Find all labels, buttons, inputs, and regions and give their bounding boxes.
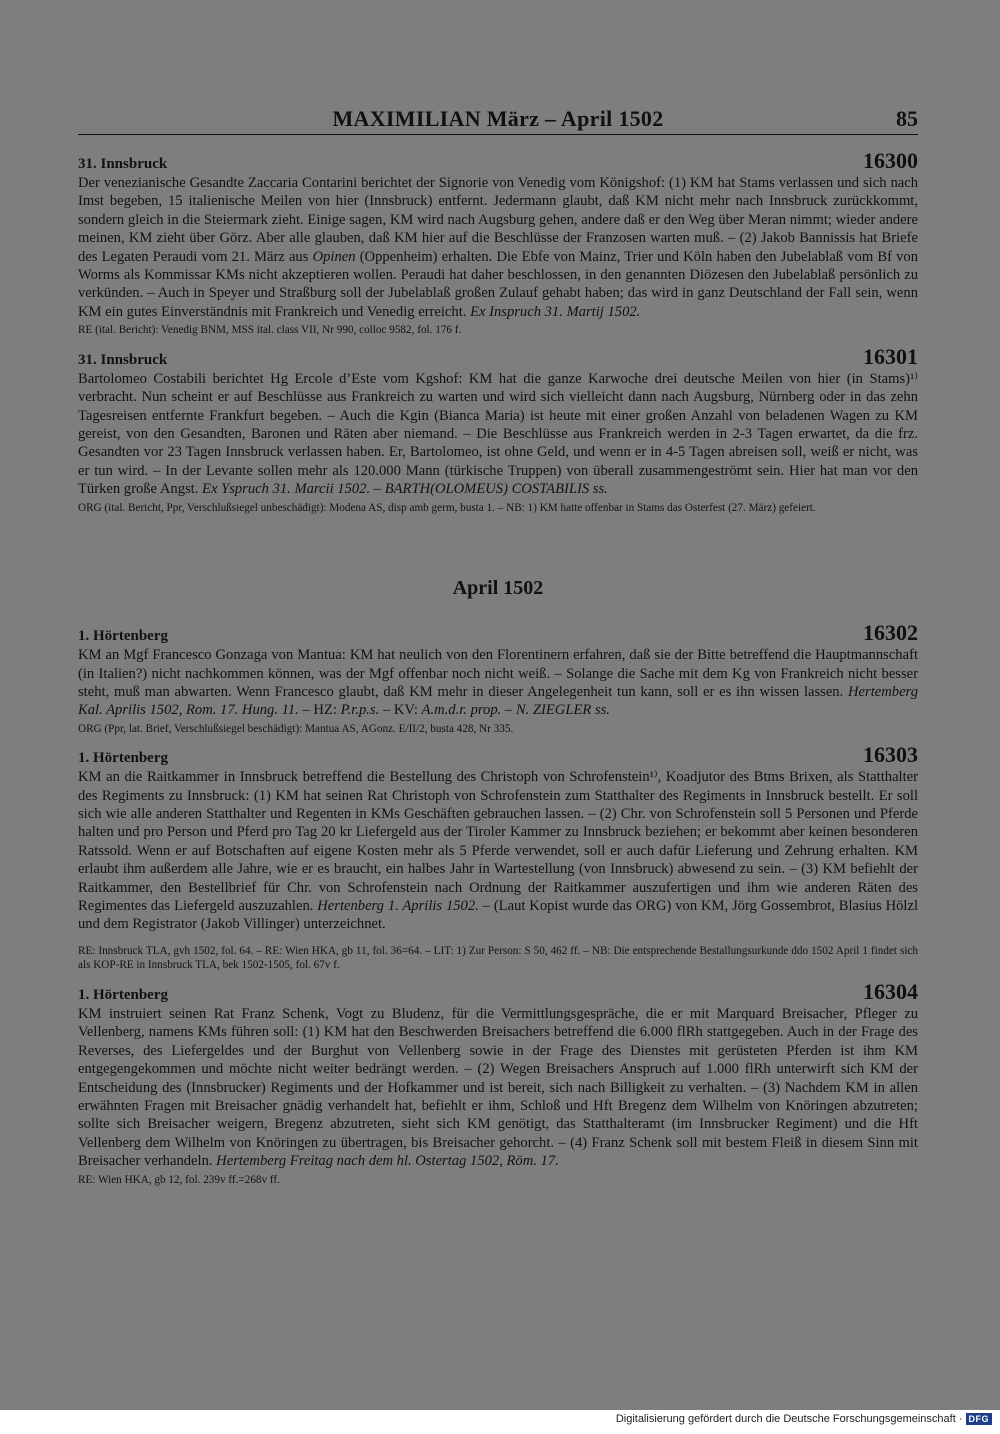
entry-text-part: KM an die Raitkammer in Innsbruck betreffend die Bestellung des Christoph von Schrofenstein¹⁾, Koadjutor des Btms Brixen, als Statthalter des Regiments zu Innsbruck: (1) KM hat seinen Rat Christoph von Schrofenstein zum Statthalter des Regiments in Innsbruck bestellt. Er soll sich wie alle anderen Statthalter und Regenten in KMs Geschäften gebrauchen lassen. – (2) Chr. von Schrofenstein soll 5 Personen und Pferde halten und pro Person und Pferd pro Tag 20 kr Liefergeld aus der Tiroler Kammer zu Innsbruck beziehen; er bekommt aber keinen besonderen Ratssold. Wenn er auf Botschaften auf eigene Kosten mehr als 5 Pferde verwendet, soll er auch dafür Lieferung und Zehrung erhalten. KM erlaubt ihm außerdem alle Jahre, wie er es braucht, ein halbes Jahr in Wartestellung (von Innsbruck) abwesend zu sein. – (3) KM befiehlt der Raitkammer, den Bestellbrief für Chr. von Schrofenstein nach Ordnung der Raitkammer auszufertigen und ihm wie anderen Räten des Regimentes das Liefergeld auszuzahlen. <box>78 769 918 915</box>
entry-text-part: Bartolomeo Costabili berichtet Hg Ercole d’Este vom Kgshof: KM hat die ganze Karwoche drei deutsche Meilen von hier (in Stams)¹⁾ verbracht. Nun scheint er auf Beschlüsse aus Frankreich zu warten und wird sich vielleicht dann nach Augsburg, Nürnberg oder in das zehn Tagesreisen entfernte Frankfurt begeben. – Auch die Kgin (Bianca Maria) ist heute mit einer großen Anzahl von beladenen Wagen zu KM gereist, von den Gesandten, Baronen und Räten aber niemand. – Die Beschlüsse aus Frankreich werden in 2-3 Tagen erwartet, da die frz. Gesandten vor 23 Tagen Innsbruck verlassen haben. Er, Bartolomeo, ist ohne Geld, und wenn er in 4-5 Tagen abreisen soll, weiß er nicht, was er tun wird. – In der Levante sollen mehr als 120.000 Mann (türkische Truppen) von überall zusammengeströmt sein. Hier hat man vor den Türken große Angst. <box>78 370 918 498</box>
entry-text-part: (Oppenheim) erhalten. Die Ebfe von Mainz, Trier und Köln haben den Jubelablaß vom Bf von Worms als Kommissar KMs nicht akzeptieren wollen. Peraudi hat daher beschlossen, in den genannten Diözesen den Jubelablaß persönlich zu verkünden. – Auch in Speyer und Straßburg soll der Jubelablaß großen Zulauf gehabt haben; das wird in ganz Deutschland der Fall sein, wenn KM ein gutes Einverständnis mit Frankreich und Venedig erreicht. <box>78 248 918 320</box>
entry-head <box>78 150 918 174</box>
entry-date-place: 1. Hörtenberg <box>78 628 168 645</box>
regest-entry <box>78 343 918 515</box>
entry-note: RE (ital. Bericht): Venedig BNM, MSS ital. class VII, Nr 990, colloc 9582, fol. 176 f. <box>78 324 462 337</box>
entry-note: ORG (Ppr, lat. Brief, Verschlußsiegel beschädigt): Mantua AS, AGonz. E/II/2, busta 428, Nr 335. <box>78 722 514 735</box>
entry-head <box>78 343 918 370</box>
entry-head <box>78 744 918 768</box>
entry-number: 16304 <box>863 978 918 1004</box>
entry-text-italic: P.r.p.s. <box>340 702 380 719</box>
regest-entry <box>78 150 918 338</box>
entry-head <box>78 978 918 1005</box>
entry-text-italic: Hertemberg Freitag nach dem hl. Ostertag 1502, Röm. 17. <box>216 1153 559 1170</box>
entry-date-place: 31. Innsbruck <box>78 156 168 172</box>
entry-text <box>78 768 918 934</box>
entry-date-place: 1. Hörtenberg <box>78 986 168 1003</box>
entry-text <box>78 174 918 321</box>
funding-footer <box>616 1413 992 1425</box>
footer-text: Digitalisierung gefördert durch die Deutsche Forschungsgemeinschaft · <box>615 1413 963 1425</box>
entry-text-italic: Opinen <box>312 248 356 265</box>
entry-text-italic: Ex Inspruch 31. Martij 1502. <box>470 303 641 320</box>
entry-text <box>78 646 918 720</box>
entry-text-part: KM instruiert seinen Rat Franz Schenk, Vogt zu Bludenz, für die Vermittlungsgespräche, die er mit Marquard Breisacher, Pfleger zu Vellenberg, namens KMs führen soll: (1) KM hat den Beschwerden Breisachers betreffend die 6.000 flRh stattgegeben. Auch in der Frage des Reverses, des Liefergeldes und der Burghut von Vellenberg sowie in der Frage des Dienstes mit gerüsteten Pferden ist ihm KM entgegengekommen und möchte nicht weiter bedrängt werden. – (2) Wegen Breisachers Anspruch auf 1.000 flRh unterwirft sich KM der Entscheidung des (Innsbrucker) Regiments und der Hofkammer und ist bereit, sich nach Billigkeit zu verhalten. – (3) Nachdem KM in allen erwähnten Fragen mit Breisacher gnädig verhandelt hat, befiehlt er ihm, Schloß und Hft Bregenz dem Wilhelm von Knöringen abzutreten; sollte sich Breisacher weigern, Bregenz abzutreten, sieht sich KM genötigt, das Statthalteramt (im Innsbrucker Regiment) und die Hft Vellenberg dem Wilhelm von Knöringen zu übertragen, bis Breisacher gehorcht. – (4) Franz Schenk soll mit bestem Fleiß in diesem Sinn mit Breisacher verhandeln. <box>78 1005 918 1170</box>
entry-number: 16303 <box>863 742 918 768</box>
section-title: April 1502 <box>452 577 544 600</box>
entry-note: RE: Wien HKA, gb 12, fol. 239v ff.=268v ff. <box>78 1173 280 1186</box>
entry-text-part: Der venezianische Gesandte Zaccaria Contarini berichtet der Signorie von Venedig vom Königshof: (1) KM hat Stams verlassen und sich nach Imst begeben, 15 italienische Meilen von hier (Innsbruck) entfernt. Jedermann glaubt, daß KM nicht mehr nach Innsbruck zurückkommt, sondern gleich in die Steiermark zieht. Einige sagen, KM wird nach Augsburg gehen, andere daß er den Weg über Meran nimmt; wieder andere meinen, KM zieht über Görz. Aber alle glauben, daß KM hier auf die Beschlüsse der Franzosen warten muß. – (2) Jakob Bannissis hat Briefe des Legaten Peraudi vom 21. März aus <box>78 175 918 265</box>
running-head <box>78 106 918 135</box>
entry-text-part: KM an Mgf Francesco Gonzaga von Mantua: KM hat neulich von den Florentinern erfahren, daß sie der Bitte betreffend die Hauptmannschaft (in Italien?) nicht nachkommen können, was der Mgf offenbar noch nicht weiß. – Solange die Sache mit dem Kg von Frankreich nicht besser steht, muß man abwarten. Wenn Francesco glaubt, daß KM mehr in dieser Angelegenheit tun kann, soll er es ihn wissen lassen. <box>78 647 918 700</box>
entry-text <box>78 370 918 499</box>
regest-entry <box>78 978 918 1187</box>
entry-text-italic: Hertemberg Kal. Aprilis 1502, Rom. 17. Hung. 11. <box>78 683 918 719</box>
entry-date-place: 31. Innsbruck <box>78 351 168 368</box>
entry-text-italic: Ex Yspruch 31. Marcii 1502. – BARTH(OLOMEUS) COSTABILIS ss. <box>202 481 608 498</box>
entry-text-italic: A.m.d.r. prop. – N. ZIEGLER ss. <box>421 702 610 719</box>
entry-text-part: – HZ: <box>298 702 341 719</box>
entry-date-place: 1. Hörtenberg <box>78 750 168 767</box>
entry-text-italic: Hertenberg 1. Aprilis 1502. <box>317 898 479 915</box>
page-content <box>78 150 918 1195</box>
dfg-logo: DFG <box>966 1413 993 1425</box>
page-title: MAXIMILIAN März – April 1502 <box>332 106 664 131</box>
entry-text <box>78 1005 918 1171</box>
regest-entry <box>78 744 918 973</box>
regest-entry <box>78 622 918 736</box>
entry-text-part: – KV: <box>379 702 422 719</box>
entry-note: ORG (ital. Bericht, Ppr, Verschlußsiegel unbeschädigt): Modena AS, disp amb germ, busta 1. – NB: 1) KM hatte offenbar in Stams das Osterfest (27. März) gefeiert. <box>78 501 816 514</box>
entry-number: 16302 <box>863 620 918 646</box>
page-number: 85 <box>896 106 918 131</box>
entry-head <box>78 622 918 646</box>
entry-number: 16301 <box>863 343 918 369</box>
entry-number: 16300 <box>863 148 918 173</box>
entry-note: RE: Innsbruck TLA, gvh 1502, fol. 64. – RE: Wien HKA, gb 11, fol. 36=64. – LIT: 1) Zur Person: S 50, 462 ff. – NB: Die entsprechende Bestallungsurkunde ddo 1502 April 1 findet sich als KOP-RE in Innsbruck TLA, bek 1502-1505, fol. 67v f. <box>78 944 918 972</box>
entry-text-part: – (Laut Kopist wurde das ORG) von KM, Jörg Gossembrot, Blasius Hölzl und dem Registrator (Jakob Villinger) unterzeichnet. <box>78 898 919 933</box>
